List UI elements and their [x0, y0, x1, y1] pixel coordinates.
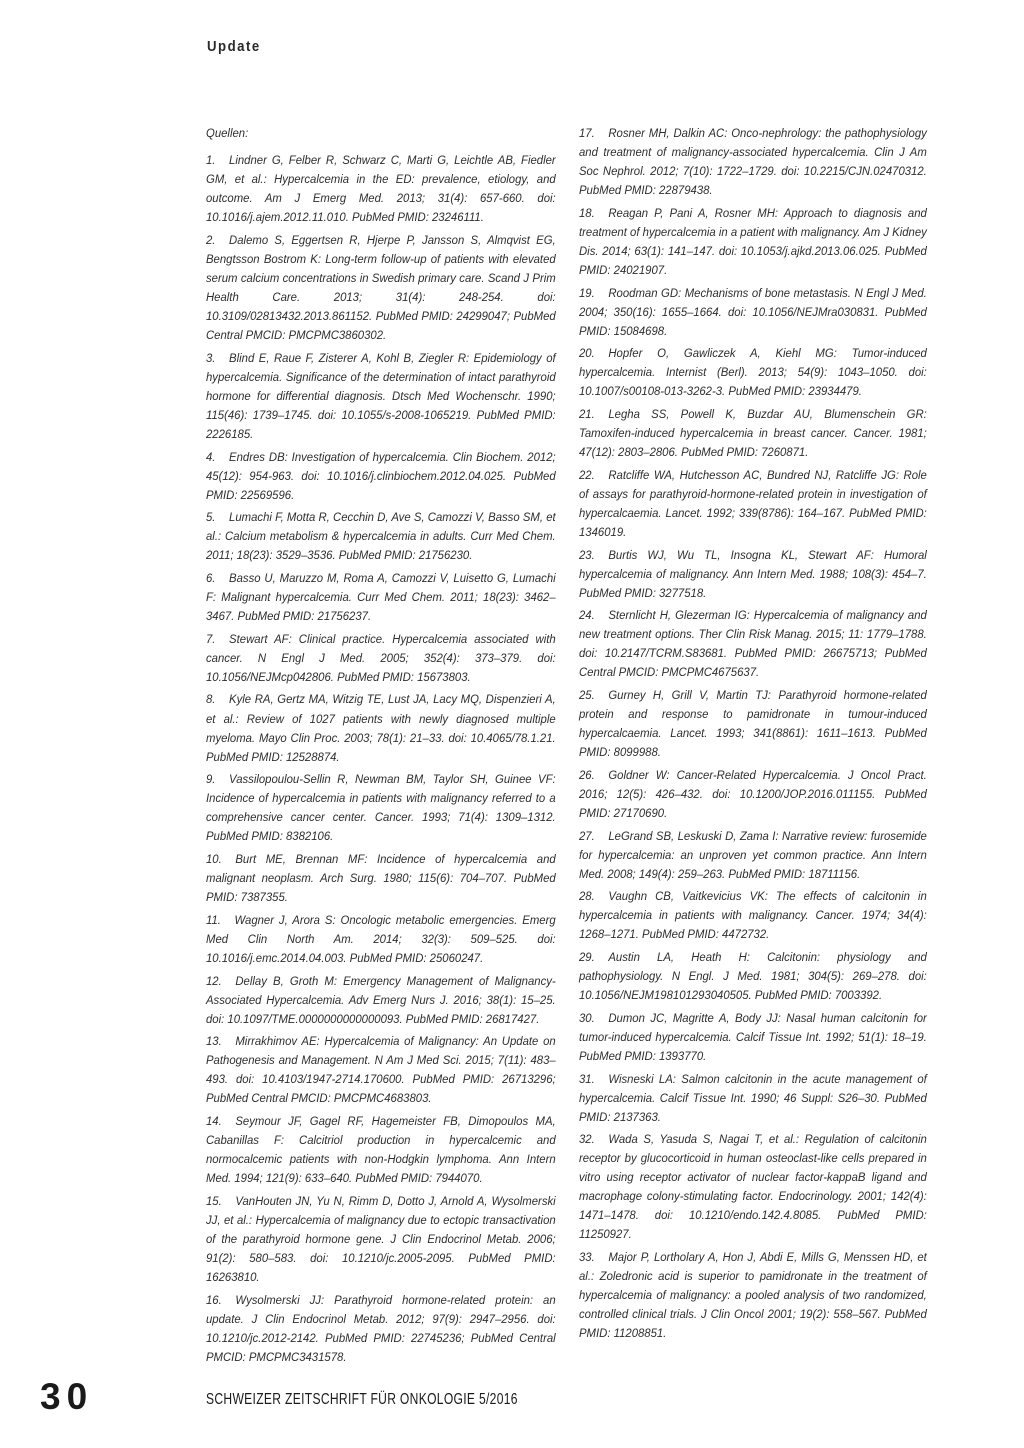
- reference-text: Wagner J, Arora S: Oncologic metabolic emergencies. Emerg Med Clin North Am. 2014; 32(3): 509–525. doi: 10.1016/j.emc.2014.04.003. PubMed PMID: 25060247.: [206, 912, 556, 965]
- reference-number: 16.: [206, 1292, 222, 1307]
- reference-text: Dumon JC, Magritte A, Body JJ: Nasal human calcitonin for tumor-induced hypercalcemia. Calcif Tissue Int. 1992; 51(1): 18–19. PubMed PMID: 1393770.: [579, 1010, 927, 1063]
- reference-text: Burtis WJ, Wu TL, Insogna KL, Stewart AF: Humoral hypercalcemia of malignancy. Ann Intern Med. 1988; 108(3): 454–7. PubMed PMID: 3277518.: [579, 547, 927, 600]
- reference-item: [579, 405, 927, 462]
- reference-item: [579, 466, 927, 542]
- reference-number: 28.: [579, 889, 595, 904]
- reference-item: [579, 1009, 927, 1066]
- reference-number: 31.: [579, 1071, 595, 1086]
- reference-text: Reagan P, Pani A, Rosner MH: Approach to diagnosis and treatment of hypercalcemia in a patient with malignancy. Am J Kidney Dis. 2014; 63(1): 141–147. doi: 10.1053/j.ajkd.2013.06.025. PubMed PMID: 24021907.: [579, 205, 927, 277]
- reference-text: Wysolmerski JJ: Parathyroid hormone-related protein: an update. J Clin Endocrinol Metab. 2012; 97(9): 2947–2956. doi: 10.1210/jc.2012-2142. PubMed PMID: 22745236; PubMed Central PMCID: PMCPMC3431578.: [206, 1292, 556, 1364]
- reference-item: [579, 606, 927, 682]
- reference-item: [206, 1032, 556, 1108]
- reference-number: 21.: [579, 407, 595, 422]
- reference-text: Endres DB: Investigation of hypercalcemia. Clin Biochem. 2012; 45(12): 954-963. doi: 10.1016/j.clinbiochem.2012.04.025. PubMed PMID: 22569596.: [206, 449, 556, 502]
- reference-text: Vassilopoulou-Sellin R, Newman BM, Taylor SH, Guinee VF: Incidence of hypercalcemia in patients with malignancy referred to a comprehensive cancer center. Cancer. 1993; 71(4): 1309–1312. PubMed PMID: 8382106.: [206, 772, 556, 844]
- reference-item: [579, 887, 927, 944]
- reference-number: 33.: [579, 1250, 595, 1265]
- reference-number: 30.: [579, 1010, 595, 1025]
- reference-text: Legha SS, Powell K, Buzdar AU, Blumenschein GR: Tamoxifen-induced hypercalcemia in breast cancer. Cancer. 1981; 47(12): 2803–2806. PubMed PMID: 7260871.: [579, 407, 927, 460]
- reference-text: Blind E, Raue F, Zisterer A, Kohl B, Ziegler R: Epidemiology of hypercalcemia. Significance of the determination of intact parathyroid hormone for differential diagnosis. Dtsch Med Wochenschr. 1990; 115(46): 1739–1745. doi: 10.1055/s-2008-1065219. PubMed PMID: 2226185.: [206, 350, 556, 441]
- page-number: 30: [40, 1376, 94, 1417]
- reference-item: [206, 508, 556, 565]
- reference-number: 32.: [579, 1132, 595, 1147]
- reference-number: 25.: [579, 688, 595, 703]
- reference-text: Ratcliffe WA, Hutchesson AC, Bundred NJ, Ratcliffe JG: Role of assays for parathyroid-hormone-related protein in investigation of hypercalcaemia. Lancet. 1992; 339(8786): 164–167. PubMed PMID: 1346019.: [579, 467, 927, 539]
- reference-number: 23.: [579, 547, 595, 562]
- reference-text: Sternlicht H, Glezerman IG: Hypercalcemia of malignancy and new treatment options. Ther Clin Risk Manag. 2015; 11: 1779–1788. doi: 10.2147/TCRM.S83681. PubMed PMID: 26675713; PubMed Central PMCID: PMCPMC4675637.: [579, 608, 927, 680]
- reference-number: 11.: [206, 912, 221, 927]
- reference-item: [206, 231, 556, 345]
- reference-number: 15.: [206, 1193, 222, 1208]
- reference-text: Lumachi F, Motta R, Cecchin D, Ave S, Camozzi V, Basso SM, et al.: Calcium metabolism & hypercalcemia in adults. Curr Med Chem. 2011; 18(23): 3529–3536. PubMed PMID: 21756230.: [206, 510, 556, 563]
- reference-number: 5.: [206, 510, 216, 525]
- reference-item: [579, 124, 927, 200]
- reference-item: [206, 850, 556, 907]
- reference-text: LeGrand SB, Leskuski D, Zama I: Narrative review: furosemide for hypercalcemia: an unproven yet common practice. Ann Intern Med. 2008; 149(4): 259–263. PubMed PMID: 18711156.: [579, 828, 927, 881]
- reference-number: 13.: [206, 1034, 222, 1049]
- reference-text: Major P, Lortholary A, Hon J, Abdi E, Mills G, Menssen HD, et al.: Zoledronic acid is superior to pamidronate in the treatment of hypercalcemia of malignancy: a pooled analysis of two randomized, controlled clinical trials. J Clin Oncol 2001; 19(2): 558–567. PubMed PMID: 11208851.: [579, 1250, 927, 1341]
- reference-item: [579, 766, 927, 823]
- reference-number: 4.: [206, 449, 216, 464]
- section-title: Update: [207, 38, 261, 55]
- reference-item: [579, 204, 927, 280]
- reference-item: [206, 972, 556, 1029]
- reference-text: Gurney H, Grill V, Martin TJ: Parathyroid hormone-related protein and response to pamidronate in tumour-induced hypercalcaemia. Lancet. 1993; 341(8861): 1611–1613. PubMed PMID: 8099988.: [579, 688, 927, 760]
- reference-item: [579, 284, 927, 341]
- reference-number: 24.: [579, 608, 595, 623]
- reference-number: 27.: [579, 828, 595, 843]
- reference-number: 12.: [206, 973, 222, 988]
- reference-number: 22.: [579, 467, 595, 482]
- reference-text: Kyle RA, Gertz MA, Witzig TE, Lust JA, Lacy MQ, Dispenzieri A, et al.: Review of 1027 patients with newly diagnosed multiple myeloma. Mayo Clin Proc. 2003; 78(1): 21–33. doi: 10.4065/78.1.21. PubMed PMID: 12528874.: [206, 692, 556, 764]
- reference-item: [579, 1248, 927, 1343]
- reference-item: [206, 349, 556, 444]
- reference-number: 10.: [206, 852, 222, 867]
- reference-number: 26.: [579, 767, 595, 782]
- reference-number: 6.: [206, 571, 216, 585]
- reference-item: [206, 911, 556, 968]
- reference-text: Mirrakhimov AE: Hypercalcemia of Malignancy: An Update on Pathogenesis and Management. N Am J Med Sci. 2015; 7(11): 483–493. doi: 10.4103/1947-2714.170600. PubMed PMID: 26713296; PubMed Central PMCID: PMCPMC4683803.: [206, 1034, 556, 1106]
- references-heading: Quellen:: [206, 126, 249, 140]
- reference-text: Wada S, Yasuda S, Nagai T, et al.: Regulation of calcitonin receptor by glucocorticoid in human osteoclast-like cells prepared in vitro using receptor activator of nuclear factor-kappaB ligand and macrophage colony-stimulating factor. Endocrinology. 2001; 142(4): 1471–1478. doi: 10.1210/endo.142.4.8085. PubMed PMID: 11250927.: [579, 1132, 927, 1242]
- reference-item: [206, 630, 556, 687]
- reference-text: Basso U, Maruzzo M, Roma A, Camozzi V, Luisetto G, Lumachi F: Malignant hypercalcemia. Curr Med Chem. 2011; 18(23): 3462–3467. PubMed PMID: 21756237.: [206, 571, 556, 624]
- reference-number: 3.: [206, 350, 216, 365]
- reference-text: Vaughn CB, Vaitkevicius VK: The effects of calcitonin in hypercalcemia in patients with malignancy. Cancer. 1974; 34(4): 1268–1271. PubMed PMID: 4472732.: [579, 889, 927, 942]
- reference-text: Stewart AF: Clinical practice. Hypercalcemia associated with cancer. N Engl J Med. 2005; 352(4): 373–379. doi: 10.1056/NEJMcp042806. PubMed PMID: 15673803.: [206, 631, 556, 684]
- reference-number: 9.: [206, 772, 216, 787]
- reference-number: 14.: [206, 1114, 222, 1129]
- reference-number: 19.: [579, 285, 595, 300]
- reference-text: Dalemo S, Eggertsen R, Hjerpe P, Jansson S, Almqvist EG, Bengtsson Bostrom K: Long-term follow-up of patients with elevated serum calcium concentrations in Swedish primary care. Scand J Prim Health Care. 2013; 31(4): 248-254. doi: 10.3109/02813432.2013.861152. PubMed PMID: 24299047; PubMed Central PMCID: PMCPMC3860302.: [206, 232, 556, 343]
- reference-text: Roodman GD: Mechanisms of bone metastasis. N Engl J Med. 2004; 350(16): 1655–1664. doi: 10.1056/NEJMra030831. PubMed PMID: 15084698.: [579, 285, 927, 338]
- reference-number: 8.: [206, 692, 216, 707]
- reference-item: [206, 151, 556, 227]
- reference-text: Seymour JF, Gagel RF, Hagemeister FB, Dimopoulos MA, Cabanillas F: Calcitriol production in hypercalcemic and normocalcemic patients with non-Hodgkin lymphoma. Ann Intern Med. 1994; 121(9): 633–640. PubMed PMID: 7944070.: [206, 1114, 556, 1186]
- reference-number: 29.: [579, 950, 595, 965]
- reference-item: [579, 1070, 927, 1127]
- reference-text: Burt ME, Brennan MF: Incidence of hypercalcemia and malignant neoplasm. Arch Surg. 1980; 115(6): 704–707. PubMed PMID: 7387355.: [206, 852, 556, 905]
- reference-item: [579, 1130, 927, 1244]
- reference-item: [206, 1112, 556, 1188]
- reference-text: Rosner MH, Dalkin AC: Onco-nephrology: the pathophysiology and treatment of malignancy-associated hypercalcemia. Clin J Am Soc Nephrol. 2012; 7(10): 1722–1729. doi: 10.2215/CJN.02470312. PubMed PMID: 22879438.: [579, 126, 927, 198]
- reference-number: 7.: [206, 631, 216, 646]
- reference-number: 20.: [579, 346, 595, 361]
- journal-title: SCHWEIZER ZEITSCHRIFT FÜR ONKOLOGIE 5/2016: [206, 1391, 518, 1408]
- reference-item: [206, 770, 556, 846]
- reference-text: VanHouten JN, Yu N, Rimm D, Dotto J, Arnold A, Wysolmerski JJ, et al.: Hypercalcemia of malignancy due to ectopic transactivation of the parathyroid hormone gene. J Clin Endocrinol Metab. 2006; 91(2): 580–583. doi: 10.1210/jc.2005-2095. PubMed PMID: 16263810.: [206, 1193, 556, 1284]
- reference-text: Lindner G, Felber R, Schwarz C, Marti G, Leichtle AB, Fiedler GM, et al.: Hypercalcemia in the ED: prevalence, etiology, and outcome. Am J Emerg Med. 2013; 31(4): 657-660. doi: 10.1016/j.ajem.2012.11.010. PubMed PMID: 23246111.: [206, 153, 556, 225]
- reference-item: [579, 827, 927, 884]
- reference-item: [206, 1291, 556, 1367]
- reference-item: [579, 686, 927, 762]
- reference-item: [579, 948, 927, 1005]
- reference-number: 1.: [206, 153, 216, 168]
- reference-item: [206, 448, 556, 505]
- reference-item: [206, 1192, 556, 1287]
- reference-item: [206, 690, 556, 766]
- reference-column-left: [206, 124, 556, 1370]
- reference-number: 17.: [579, 126, 595, 140]
- reference-item: [579, 546, 927, 603]
- reference-text: Wisneski LA: Salmon calcitonin in the acute management of hypercalcemia. Calcif Tissue Int. 1990; 46 Suppl: S26–30. PubMed PMID: 2137363.: [579, 1071, 927, 1124]
- reference-item: [206, 569, 556, 626]
- reference-text: Hopfer O, Gawliczek A, Kiehl MG: Tumor-induced hypercalcemia. Internist (Berl). 2013; 54(9): 1043–1050. doi: 10.1007/s00108-013-3262-3. PubMed PMID: 23934479.: [579, 346, 927, 399]
- reference-text: Austin LA, Heath H: Calcitonin: physiology and pathophysiology. N Engl. J Med. 1981; 304(5): 269–278. doi: 10.1056/NEJM198101293040505. PubMed PMID: 7003392.: [579, 950, 927, 1003]
- reference-text: Dellay B, Groth M: Emergency Management of Malignancy-Associated Hypercalcemia. Adv Emerg Nurs J. 2016; 38(1): 15–25. doi: 10.1097/TME.0000000000000093. PubMed PMID: 26817427.: [206, 973, 556, 1026]
- reference-text: Goldner W: Cancer-Related Hypercalcemia. J Oncol Pract. 2016; 12(5): 426–432. doi: 10.1200/JOP.2016.011155. PubMed PMID: 27170690.: [579, 767, 927, 820]
- reference-item: [579, 344, 927, 401]
- reference-number: 2.: [206, 232, 216, 247]
- reference-column-right: [579, 124, 927, 1347]
- reference-number: 18.: [579, 205, 595, 220]
